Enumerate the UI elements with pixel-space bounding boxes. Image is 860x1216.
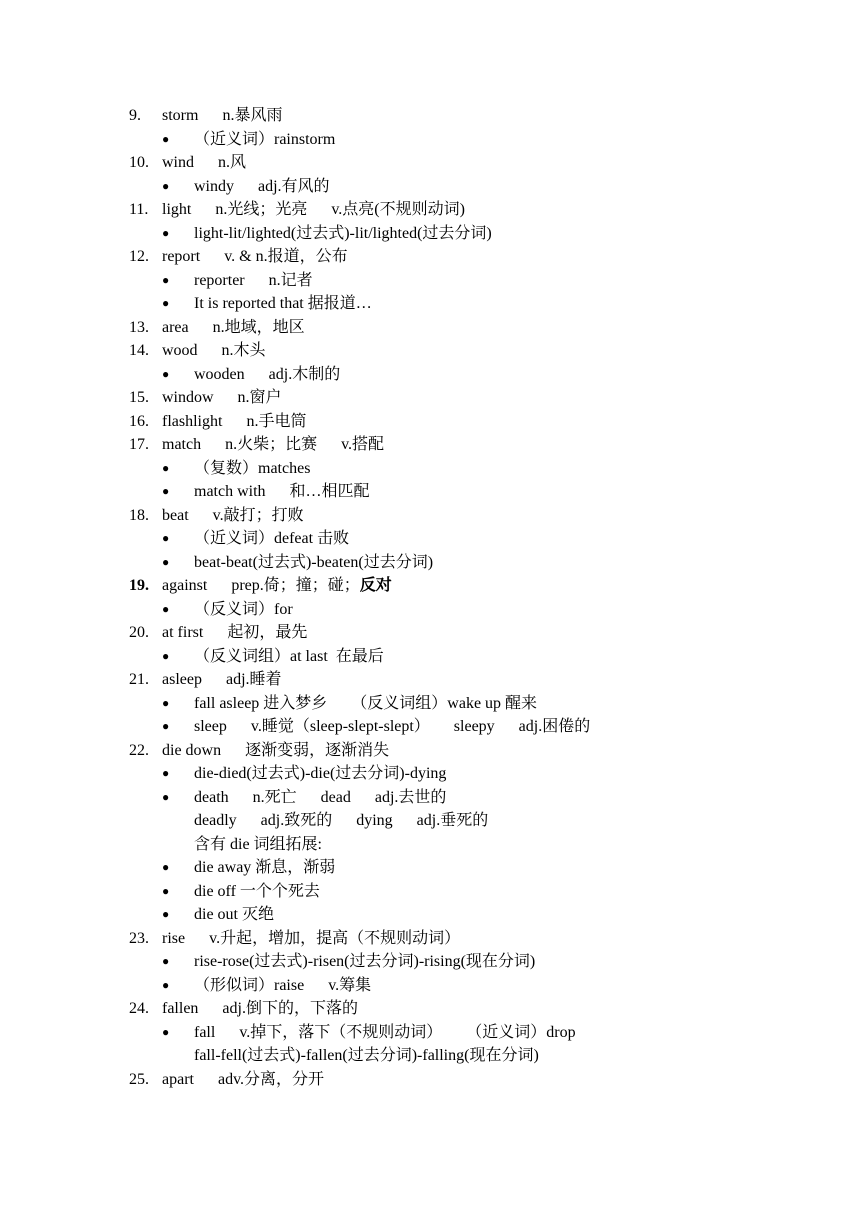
entry-text-main: storm n.暴风雨 bbox=[162, 107, 283, 124]
entry-number: 14. bbox=[129, 342, 149, 359]
bullet-icon: ● bbox=[162, 766, 170, 780]
entry-text-main: （反义词组）at last 在最后 bbox=[194, 647, 384, 665]
entry-text bbox=[194, 222, 492, 246]
entry-text-main: 含有 die 词组拓展: bbox=[194, 835, 322, 853]
entry-text-main: fall-fell(过去式)-fallen(过去分词)-falling(现在分词) bbox=[194, 1047, 539, 1064]
entry-number: 19. bbox=[129, 577, 149, 594]
entry-text bbox=[162, 574, 392, 598]
bullet-icon: ● bbox=[162, 860, 170, 874]
entry-text bbox=[162, 997, 358, 1021]
entry-text bbox=[194, 598, 293, 622]
entry-text bbox=[194, 715, 590, 739]
bullet-icon: ● bbox=[162, 484, 170, 498]
entry-text-main: area n.地域，地区 bbox=[162, 318, 305, 336]
entry-text-main: asleep adj.睡着 bbox=[162, 671, 282, 688]
entry-text-main: beat-beat(过去式)-beaten(过去分词) bbox=[194, 553, 434, 571]
entry-number: 22. bbox=[129, 741, 149, 759]
bullet-icon: ● bbox=[162, 648, 170, 663]
bullet-icon: ● bbox=[162, 178, 170, 193]
entry-text bbox=[194, 175, 330, 199]
entry-number: 21. bbox=[129, 671, 149, 688]
entry-text bbox=[162, 151, 246, 175]
entry-text-main: rise-rose(过去式)-risen(过去分词)-rising(现在分词) bbox=[194, 953, 536, 970]
bullet-icon: ● bbox=[162, 789, 170, 804]
entry-text-main: wooden adj.木制的 bbox=[194, 365, 341, 383]
entry-text-main: fall v.掉下，落下（不规则动词） （近义词）drop bbox=[194, 1023, 576, 1041]
entry-text-main: rise v.升起，增加，提高（不规则动词） bbox=[162, 929, 461, 947]
entry-text bbox=[194, 645, 384, 669]
entry-text bbox=[194, 833, 322, 857]
entry-text bbox=[162, 104, 282, 128]
entry-text-main: （近义词）defeat 击败 bbox=[194, 530, 350, 547]
entry-text-main: （反义词）for bbox=[194, 600, 293, 618]
entry-text bbox=[194, 363, 340, 387]
entry-text bbox=[194, 480, 370, 504]
entry-text-main: death n.死亡 dead adj.去世的 bbox=[194, 788, 447, 806]
entry-text bbox=[162, 739, 389, 763]
entry-text bbox=[194, 527, 349, 551]
bullet-icon: ● bbox=[162, 954, 170, 968]
bullet-icon: ● bbox=[162, 225, 170, 240]
entry-number: 16. bbox=[129, 412, 149, 430]
bullet-icon: ● bbox=[162, 977, 170, 992]
entry-text-main: sleep v.睡觉（sleep-slept-slept） sleepy adj.困倦的 bbox=[194, 718, 591, 735]
entry-text-main: window n.窗户 bbox=[162, 389, 282, 406]
entry-text-main: light n.光线；光亮 v.点亮(不规则动词) bbox=[162, 201, 465, 218]
entry-text-main: light-lit/lighted(过去式)-lit/lighted(过去分词) bbox=[194, 224, 492, 242]
entry-number: 9. bbox=[129, 107, 141, 124]
entry-text-main: deadly adj.致死的 dying adj.垂死的 bbox=[194, 812, 489, 829]
entry-text-main: match n.火柴；比赛 v.搭配 bbox=[162, 436, 385, 453]
entry-text bbox=[194, 856, 335, 880]
entry-number: 11. bbox=[129, 201, 149, 218]
entry-number: 20. bbox=[129, 624, 149, 641]
entry-text bbox=[162, 316, 305, 340]
entry-text-main: reporter n.记者 bbox=[194, 271, 313, 289]
entry-text-main: beat v.敲打；打败 bbox=[162, 506, 304, 524]
entry-text-main: （复数）matches bbox=[194, 459, 311, 477]
entry-text bbox=[162, 386, 282, 410]
entry-text-main: die-died(过去式)-die(过去分词)-dying bbox=[194, 765, 447, 782]
bullet-icon: ● bbox=[162, 695, 170, 710]
entry-text-main: match with 和…相匹配 bbox=[194, 483, 370, 500]
entry-text bbox=[194, 762, 446, 786]
entry-text bbox=[194, 880, 320, 904]
entry-text-main: against prep.倚；撞；碰； bbox=[162, 577, 360, 594]
entry-text bbox=[162, 927, 460, 951]
entry-text bbox=[194, 692, 537, 716]
entry-number: 24. bbox=[129, 1000, 149, 1017]
entry-text-main: at first 起初，最先 bbox=[162, 624, 308, 641]
bullet-icon: ● bbox=[162, 460, 170, 475]
entry-text-main: windy adj.有风的 bbox=[194, 177, 330, 195]
entry-text-main: （形似词）raise v.筹集 bbox=[194, 976, 372, 994]
entry-text bbox=[162, 1068, 324, 1092]
entry-text-main: die away 渐息，渐弱 bbox=[194, 859, 336, 876]
entry-text bbox=[162, 339, 266, 363]
bullet-icon: ● bbox=[162, 554, 170, 569]
entry-text-main: fall asleep 进入梦乡 （反义词组）wake up 醒来 bbox=[194, 694, 538, 712]
entry-number: 12. bbox=[129, 248, 149, 265]
entry-text-main: die off 一个个死去 bbox=[194, 882, 320, 900]
bullet-icon: ● bbox=[162, 1024, 170, 1039]
entry-text-main: （近义词）rainstorm bbox=[194, 130, 336, 148]
entry-text bbox=[162, 410, 306, 434]
entry-text-bold: 反对 bbox=[359, 577, 392, 594]
bullet-icon: ● bbox=[162, 131, 170, 146]
entry-text bbox=[194, 1021, 576, 1045]
entry-text-main: wood n.木头 bbox=[162, 342, 266, 359]
entry-text bbox=[194, 551, 433, 575]
entry-number: 18. bbox=[129, 506, 149, 524]
entry-text-main: It is reported that 据报道… bbox=[194, 295, 372, 312]
bullet-icon: ● bbox=[162, 883, 170, 898]
entry-text bbox=[194, 128, 335, 152]
entry-text bbox=[162, 504, 304, 528]
entry-text-main: flashlight n.手电筒 bbox=[162, 412, 307, 430]
bullet-icon: ● bbox=[162, 719, 170, 733]
bullet-icon: ● bbox=[162, 272, 170, 287]
entry-text-main: die down 逐渐变弱，逐渐消失 bbox=[162, 741, 390, 759]
bullet-icon: ● bbox=[162, 907, 170, 921]
bullet-icon: ● bbox=[162, 531, 170, 545]
entry-text bbox=[162, 433, 384, 457]
entry-text-main: fallen adj.倒下的，下落的 bbox=[162, 1000, 358, 1017]
bullet-icon: ● bbox=[162, 366, 170, 381]
entry-text bbox=[162, 198, 465, 222]
entry-text bbox=[194, 269, 313, 293]
entry-text bbox=[194, 950, 535, 974]
entry-number: 25. bbox=[129, 1070, 149, 1088]
entry-text bbox=[162, 621, 307, 645]
entry-text bbox=[162, 668, 282, 692]
entry-text bbox=[162, 245, 348, 269]
entry-number: 13. bbox=[129, 318, 149, 336]
bullet-icon: ● bbox=[162, 296, 170, 310]
entry-text bbox=[194, 292, 372, 316]
entry-number: 23. bbox=[129, 929, 149, 947]
entry-text bbox=[194, 903, 274, 927]
entry-text bbox=[194, 809, 488, 833]
entry-text bbox=[194, 786, 446, 810]
entry-text-main: report v. & n.报道，公布 bbox=[162, 248, 348, 265]
entry-number: 15. bbox=[129, 389, 149, 406]
entry-text bbox=[194, 457, 310, 481]
entry-text-main: wind n.风 bbox=[162, 154, 247, 171]
entry-text-main: apart adv.分离，分开 bbox=[162, 1070, 325, 1088]
entry-number: 10. bbox=[129, 154, 149, 171]
bullet-icon: ● bbox=[162, 601, 170, 616]
entry-text bbox=[194, 1044, 539, 1068]
entry-number: 17. bbox=[129, 436, 149, 453]
entry-text bbox=[194, 974, 371, 998]
entry-text-main: die out 灭绝 bbox=[194, 906, 274, 923]
